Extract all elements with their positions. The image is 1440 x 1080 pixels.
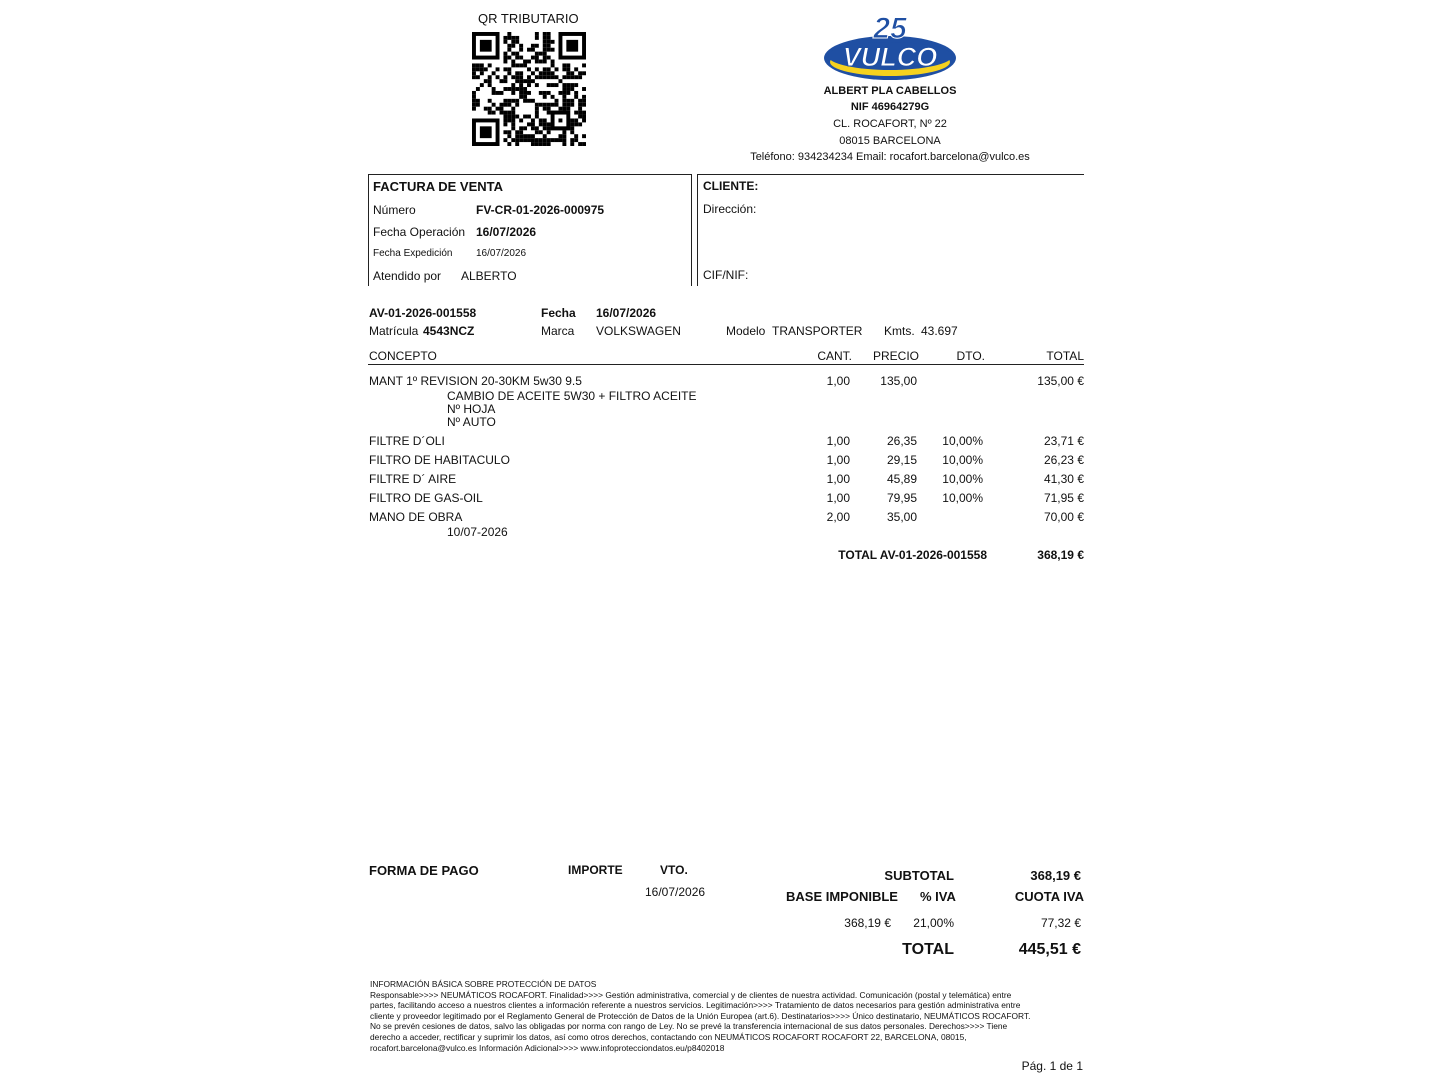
row-1-total: 23,71 €	[1043, 434, 1084, 448]
page-number: Pág. 1 de 1	[1021, 1059, 1083, 1073]
row-3-disc: 10,00%	[942, 472, 983, 486]
legal-line-3: No se prevén cesiones de datos, salvo las obligadas por norma con rango de Ley. No se prevé la transferencia internacional de sus datos personales. Derechos>>>> Tiene	[370, 1021, 1008, 1032]
row-3-qty: 1,00	[826, 472, 850, 486]
col-qty-header: CANT.	[817, 349, 852, 363]
order-total-label: TOTAL AV-01-2026-001558	[838, 548, 987, 562]
row-0-price: 135,00	[880, 374, 917, 388]
qr-label: QR TRIBUTARIO	[478, 11, 579, 26]
attended-value: ALBERTO	[461, 269, 517, 283]
order-date: 16/07/2026	[596, 306, 657, 320]
col-price-header: PRECIO	[872, 349, 919, 363]
attended-label: Atendido por	[373, 269, 442, 283]
row-1-concept: FILTRE D´OLI	[369, 434, 445, 448]
data-protection-notice	[370, 979, 1083, 1053]
client-address-label: Dirección:	[703, 202, 757, 216]
legal-line-5: rocafort.barcelona@vulco.es Información Adicional>>>> www.infoprotecciondatos.eu/p8402018	[370, 1042, 725, 1053]
company-address: CL. ROCAFORT, Nº 22	[833, 118, 947, 130]
row-2-disc: 10,00%	[942, 453, 983, 467]
row-4-total: 71,95 €	[1043, 491, 1084, 505]
legal-line-0: Responsable>>>> NEUMÁTICOS ROCAFORT. Finalidad>>>> Gestión administrativa, comercial y de clientes de nuestra actividad. Comunicación (postal y telemática) entre	[370, 989, 1012, 1000]
brand-label: Marca	[541, 324, 575, 338]
plate-label: Matrícula	[369, 324, 419, 338]
row-4-qty: 1,00	[826, 491, 850, 505]
row-0-note-2: Nº AUTO	[447, 415, 496, 429]
subtotal-label: SUBTOTAL	[884, 868, 954, 883]
payment-due-date: 16/07/2026	[645, 885, 706, 899]
exp-date-label: Fecha Expedición	[373, 248, 453, 259]
invoice-box-right	[691, 174, 692, 286]
logo-number: 25	[873, 12, 907, 45]
km-value: 43.697	[921, 324, 958, 338]
company-name: ALBERT PLA CABELLOS	[823, 85, 957, 97]
model-label: Modelo	[726, 324, 766, 338]
row-0-concept: MANT 1º REVISION 20-30KM 5w30 9.5	[369, 374, 582, 388]
row-5-note-0: 10/07-2026	[447, 525, 508, 539]
payment-method-label: FORMA DE PAGO	[369, 863, 479, 878]
model-value: TRANSPORTER	[772, 324, 863, 338]
payment-amount-label: IMPORTE	[568, 863, 623, 877]
client-title: CLIENTE:	[703, 179, 759, 193]
qr-code-icon	[472, 32, 586, 146]
vat-amount-label: CUOTA IVA	[1014, 889, 1084, 904]
row-5-total: 70,00 €	[1043, 510, 1084, 524]
km-label: Kmts.	[884, 324, 915, 338]
row-5-concept: MANO DE OBRA	[369, 510, 463, 524]
grand-total-value: 445,51 €	[1018, 941, 1081, 958]
company-nif: NIF 46964279G	[850, 101, 930, 113]
row-3-price: 45,89	[886, 472, 917, 486]
plate-value: 4543NCZ	[423, 324, 475, 338]
legal-line-2: cliente y proveedor legitimado por el Reglamento General de Protección de Datos de la Unión Europea (art.6). Destinatarios>>>> Único destinatario, NEUMÁTICOS ROCAFORT.	[370, 1010, 1031, 1021]
row-4-disc: 10,00%	[942, 491, 983, 505]
client-nif-label: CIF/NIF:	[703, 268, 749, 282]
row-1-price: 26,35	[886, 434, 917, 448]
row-0-note-0: CAMBIO DE ACEITE 5W30 + FILTRO ACEITE	[447, 389, 697, 403]
invoice-number-label: Número	[373, 203, 416, 217]
row-3-total: 41,30 €	[1043, 472, 1084, 486]
op-date-label: Fecha Operación	[373, 225, 466, 239]
op-date: 16/07/2026	[476, 225, 537, 239]
grand-total-label: TOTAL	[902, 941, 954, 958]
vulco-logo	[822, 10, 958, 82]
company-contact: Teléfono: 934234234 Email: rocafort.barcelona@vulco.es	[750, 151, 1030, 163]
col-disc-header: DTO.	[956, 349, 985, 363]
client-box-top	[697, 174, 1084, 175]
row-2-qty: 1,00	[826, 453, 850, 467]
col-total-header: TOTAL	[1046, 349, 1084, 363]
order-number: AV-01-2026-001558	[369, 306, 477, 320]
invoice-box-top	[368, 174, 692, 175]
logo-name: VULCO	[842, 42, 938, 72]
row-0-qty: 1,00	[826, 374, 850, 388]
payment-due-label: VTO.	[660, 863, 688, 877]
base-value: 368,19 €	[844, 916, 891, 930]
col-concept-header: CONCEPTO	[369, 349, 437, 363]
invoice-number: FV-CR-01-2026-000975	[476, 203, 605, 217]
legal-line-4: derecho a acceder, rectificar y suprimir los datos, así como otros derechos, contactando con NEUMÁTICOS ROCAFORT ROCAFORT 22, BARCELONA, 08015,	[370, 1031, 967, 1042]
brand-value: VOLKSWAGEN	[596, 324, 681, 338]
row-4-price: 79,95	[886, 491, 917, 505]
order-date-label: Fecha	[541, 306, 576, 320]
row-2-price: 29,15	[886, 453, 917, 467]
row-4-concept: FILTRO DE GAS-OIL	[369, 491, 483, 505]
row-1-disc: 10,00%	[942, 434, 983, 448]
client-box-left	[697, 174, 698, 286]
exp-date: 16/07/2026	[476, 248, 527, 259]
vat-pct-value: 21,00%	[913, 916, 954, 930]
invoice-box-left	[368, 174, 369, 286]
company-city: 08015 BARCELONA	[839, 135, 941, 147]
legal-title: INFORMACIÓN BÁSICA SOBRE PROTECCIÓN DE DATOS	[370, 979, 597, 989]
row-3-concept: FILTRE D´ AIRE	[369, 472, 457, 486]
row-5-price: 35,00	[886, 510, 917, 524]
row-2-concept: FILTRO DE HABITACULO	[369, 453, 510, 467]
subtotal-value: 368,19 €	[1030, 868, 1081, 883]
table-header-rule	[368, 364, 1084, 365]
vat-pct-label: % IVA	[920, 889, 956, 904]
row-1-qty: 1,00	[826, 434, 850, 448]
order-total: 368,19 €	[1037, 548, 1084, 562]
row-0-total: 135,00 €	[1037, 374, 1084, 388]
base-label: BASE IMPONIBLE	[786, 889, 898, 904]
row-0-note-1: Nº HOJA	[447, 402, 496, 416]
row-5-qty: 2,00	[826, 510, 850, 524]
vat-amount-value: 77,32 €	[1040, 916, 1081, 930]
invoice-title: FACTURA DE VENTA	[373, 179, 503, 194]
legal-line-1: partes, facilitando acceso a nuestros clientes a información referente a nuestros servicios. Legitimación>>>> Tratamiento de datos necesarios para gestión administrativa entre	[370, 1000, 1021, 1011]
row-2-total: 26,23 €	[1043, 453, 1084, 467]
